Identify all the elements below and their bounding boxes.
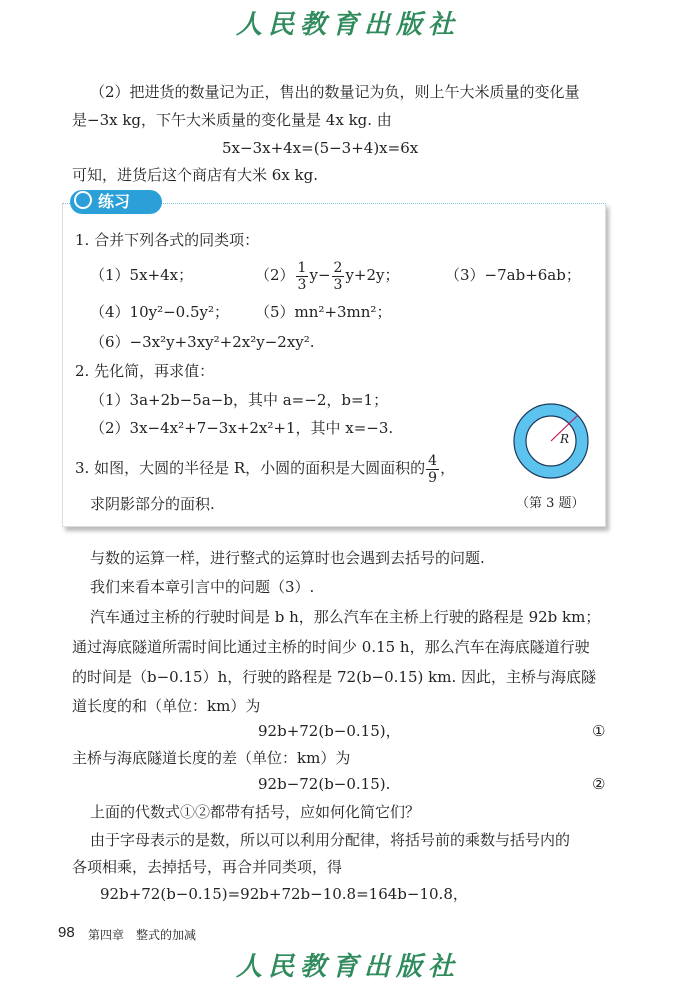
- exercise-title: 练习: [98, 192, 131, 211]
- q1-label: 1. 合并下列各式的同类项：: [75, 231, 260, 249]
- formula-1: 92b+72(b−0.15)，: [258, 722, 401, 740]
- q1-part2: （2） $\frac{1}{3}$ y− $\frac{2}{3}$ y+2y；: [255, 259, 400, 293]
- pencil-icon: [74, 191, 92, 209]
- publisher-logo: 人民教育出版社: [235, 10, 460, 40]
- radius-label: R: [560, 432, 570, 446]
- body-line: 主桥与海底隧道长度的差（单位：km）为: [72, 749, 351, 767]
- body-line: 由于字母表示的是数，所以可以利用分配律，将括号前的乘数与括号内的: [90, 831, 571, 849]
- q1-part6: （6）−3x²y+3xy²+2x²y−2xy².: [90, 333, 315, 351]
- intro-equation: 5x−3x+4x=(5−3+4)x=6x: [222, 139, 419, 157]
- formula-marker-1: ①: [592, 722, 606, 740]
- figure-caption: （第 3 题）: [516, 496, 585, 511]
- body-line: 与数的运算一样，进行整式的运算时也会遇到去括号的问题.: [90, 549, 485, 567]
- q3-line-1: 3. 如图，大圆的半径是 R，小圆的面积是大圆面积的 $\frac{4}{9}$ ，: [75, 452, 456, 486]
- formula-2: 92b−72(b−0.15).: [258, 775, 391, 793]
- intro-line-2: 是−3x kg，下午大米质量的变化量是 4x kg. 由: [72, 111, 392, 129]
- fraction: $\frac{2}{3}$: [333, 259, 343, 293]
- body-line: 各项相乘，去掉括号，再合并同类项，得: [72, 858, 343, 876]
- body-line: 我们来看本章引言中的问题（3）.: [90, 578, 315, 596]
- q1-part4: （4）10y²−0.5y²；: [90, 303, 230, 321]
- body-line: 通过海底隧道所需时间比通过主桥的时间少 0.15 h，那么汽车在海底隧道行驶: [72, 638, 590, 656]
- q1-part1: （1）5x+4x；: [90, 266, 194, 284]
- body-line: 道长度的和（单位：km）为: [72, 697, 261, 715]
- page-number: 98: [58, 924, 75, 941]
- footer-publisher-logo: 人民教育出版社: [235, 952, 460, 982]
- q2-label: 2. 先化简，再求值：: [75, 362, 215, 380]
- body-line: 上面的代数式①②都带有括号，应如何化简它们？: [90, 803, 421, 821]
- fraction: $\frac{1}{3}$: [297, 259, 307, 293]
- formula-marker-2: ②: [592, 775, 606, 793]
- q1-part5: （5）mn²+3mn²；: [255, 303, 392, 321]
- q2-part2: （2）3x−4x²+7−3x+2x²+1，其中 x=−3.: [90, 419, 394, 437]
- q1-part3: （3）−7ab+6ab；: [445, 266, 581, 284]
- formula-3: 92b+72(b−0.15)=92b+72b−10.8=164b−10.8，: [100, 885, 468, 903]
- q2-part1: （1）3a+2b−5a−b，其中 a=−2，b=1；: [90, 391, 389, 409]
- chapter-title: 第四章 整式的加减: [88, 928, 197, 942]
- body-line: 的时间是（b−0.15）h，行驶的路程是 72(b−0.15) km. 因此，主桥与海底隧: [72, 668, 596, 686]
- q3-line-2: 求阴影部分的面积.: [90, 495, 215, 513]
- exercise-header: [70, 190, 162, 214]
- intro-line-3: 可知，进货后这个商店有大米 6x kg.: [72, 166, 318, 184]
- ring-figure: [510, 400, 592, 482]
- intro-line-1: （2）把进货的数量记为正，售出的数量记为负，则上午大米质量的变化量: [90, 83, 580, 101]
- fraction: $\frac{4}{9}$: [428, 452, 438, 486]
- body-line: 汽车通过主桥的行驶时间是 b h，那么汽车在主桥上行驶的路程是 92b km；: [90, 608, 601, 626]
